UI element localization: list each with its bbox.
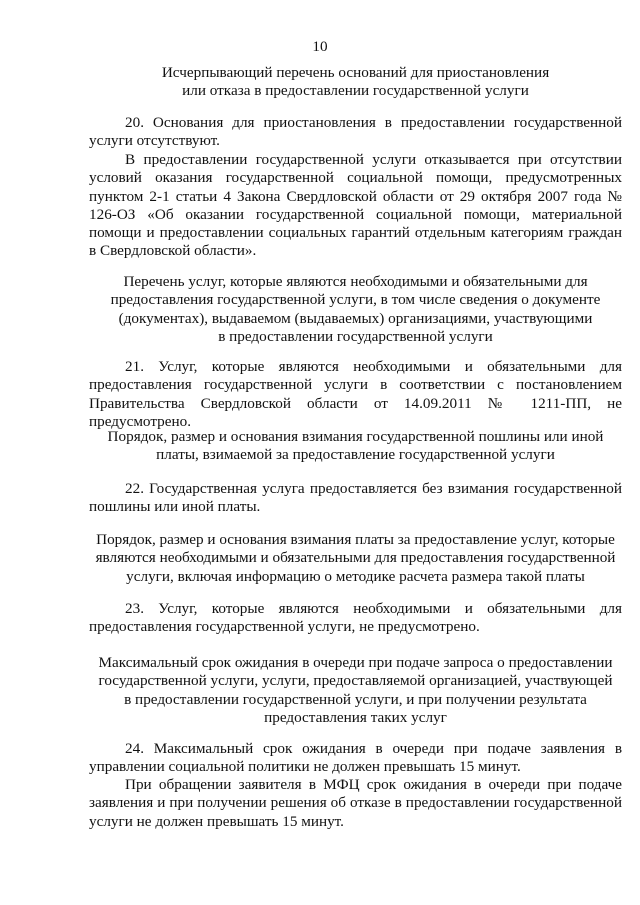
heading-line: Порядок, размер и основания взимания платы за предоставление услуг, которые (96, 531, 615, 548)
heading-line: являются необходимыми и обязательными для предоставления государственной (95, 549, 616, 567)
section-heading-state-duty (89, 428, 622, 465)
paragraph-23: 23. Услуг, которые являются необходимыми и обязательными для предоставления государственной услуги, не предусмотрено. (89, 600, 622, 636)
heading-line: Перечень услуг, которые являются необходимыми и обязательными для (123, 273, 588, 290)
heading-line: услуги, включая информацию о методике расчета размера такой платы (126, 567, 585, 585)
paragraph-24: 24. Максимальный срок ожидания в очереди при подаче заявления в управлении социальной политики не должен превышать 15 минут. (89, 740, 622, 776)
heading-line: (документах), выдаваемом (выдаваемых) организациями, участвующими (118, 309, 593, 327)
heading-line: Исчерпывающий перечень оснований для приостановления (161, 64, 550, 81)
paragraph-22: 22. Государственная услуга предоставляется без взимания государственной пошлины или иной платы. (89, 480, 622, 516)
heading-line: предоставления государственной услуги, в том числе сведения о документе (110, 291, 601, 309)
paragraph-refusal-conditions: В предоставлении государственной услуги отказывается при отсутствии условий оказания государственной социальной помощи, предусмотренных пунктом 2-1 статьи 4 Закона Свердловской области от 29 октября 2007 года № 126-ОЗ «Об оказании государственной социальной помощи, материальной помощи и предоставлении социальных гарантий отдельным категориям граждан в Свердловской области». (89, 151, 622, 260)
heading-line: Максимальный срок ожидания в очереди при подаче запроса о предоставлении (98, 654, 613, 671)
heading-line: предоставления таких услуг (264, 708, 447, 726)
section-heading-grounds-for-refusal (89, 64, 622, 101)
heading-line: государственной услуги, услуги, предоставляемой организацией, участвующей (98, 672, 613, 690)
heading-line: Порядок, размер и основания взимания государственной пошлины или иной (107, 428, 604, 445)
section-heading-required-services (89, 273, 622, 346)
paragraph-21: 21. Услуг, которые являются необходимыми и обязательными для предоставления государственной услуги в соответствии с постановлением Правительства Свердловской области от 14.09.2011 № 1211-ПП, не предусмотрено. (89, 358, 622, 430)
heading-line: платы, взимаемой за предоставление государственной услуги (156, 446, 555, 464)
section-heading-queue-time (89, 654, 622, 727)
page-number: 10 (312, 38, 328, 55)
heading-line: или отказа в предоставлении государственной услуги (182, 82, 529, 100)
paragraph-20: 20. Основания для приостановления в предоставлении государственной услуги отсутствуют. (89, 114, 622, 150)
heading-line: в предоставлении государственной услуги, и при получении результата (124, 690, 587, 708)
section-heading-service-fees (89, 531, 622, 586)
heading-line: в предоставлении государственной услуги (218, 327, 493, 345)
paragraph-mfc-queue-time: При обращении заявителя в МФЦ срок ожидания в очереди при подаче заявления и при получении решения об отказе в предоставлении государственной услуги не должен превышать 15 минут. (89, 776, 622, 830)
